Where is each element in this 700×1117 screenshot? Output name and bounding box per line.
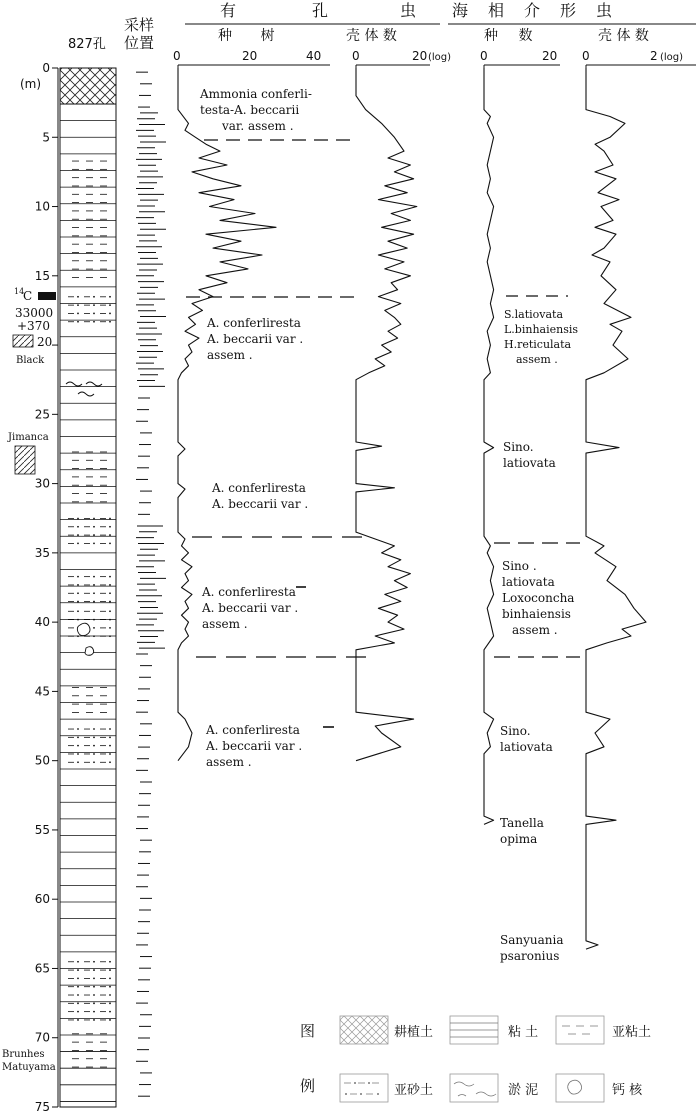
lithology-sandy-loam-dot [109,619,111,621]
sampling-column [124,16,166,1096]
legend-label-clay: 粘 土 [508,1025,539,1040]
lithology-sandy-loam-dot [93,986,95,988]
lithology-sandy-loam-dot [109,610,111,612]
lithology-sandy-loam-dot [93,584,95,586]
legend [300,1016,651,1102]
lithology-sandy-loam-dot [93,576,95,578]
lithology-sandy-loam-dot [77,761,79,763]
lithology-sandy-loam-dot [93,518,95,520]
lithology-sandy-loam-dot [77,518,79,520]
lithology-sandy-loam-dot [93,745,95,747]
lithology-sandy-loam-dot [77,304,79,306]
ostracod-zone-3-line-4: binhaiensis [502,607,571,621]
ostracod-zone-3-line-3: Loxoconcha [502,591,575,605]
lithology-sandy-loam-dot [93,619,95,621]
lithology-sandy-loam-dot [93,736,95,738]
foram-shells-tick-0: 0 [352,49,360,63]
borehole-column [2,36,116,1114]
lithology-calcareous-nodule [77,623,90,635]
foram-zone-2-line-2: A. beccarii var . [207,332,304,346]
ostracod-species-tick-20: 20 [542,49,558,63]
lithology-sandy-loam-dot [77,619,79,621]
lithology-sandy-loam-dot [109,534,111,536]
depth-20-label: 20 [37,335,53,349]
lithology-sandy-loam-dot [109,1019,111,1021]
legend-label-sandy-loam: 亚砂土 [394,1083,434,1098]
lithology-sandy-loam-dot [109,542,111,544]
foram-zone-3-label [211,481,310,511]
depth-tick-label: 35 [34,545,50,560]
foram-zone-2-line-3: assem . [207,348,253,362]
ostracod-shells-log: (log) [660,52,684,63]
ostracod-zone-1-line-3: H.reticulata [504,338,572,351]
foram-zone-5-line-3: assem . [206,755,252,769]
foram-species-label: 种 树 [218,28,287,44]
lithology-sandy-loam-dot [109,977,111,979]
borehole-name: 827孔 [68,37,106,52]
foram-species-tick-0: 0 [173,49,181,63]
lithology-column [60,68,116,1107]
matuyama-label: Matuyama [2,1062,56,1073]
lithology-sandy-loam-dot [93,592,95,594]
foram-zone-5-line-1: A. conferliresta [206,723,300,737]
legend-title-2: 例 [300,1077,316,1095]
ostracod-zone-3-line-2: latiovata [502,575,555,589]
lithology-sandy-loam-dot [77,736,79,738]
jimanca-event-label: Jimanca [8,432,49,443]
foram-zone-3-line-1: A. conferliresta [212,481,306,495]
ostracod-header-char-1: 海 [452,1,469,20]
lithology-sandy-loam-dot [77,728,79,730]
ostracod-zone-4-line-2: latiovata [500,740,553,754]
ostracod-zone-4-line-1: Sino. [500,724,531,738]
ostracod-zone-1-label [504,308,582,366]
lithology-sandy-loam-dot [77,977,79,979]
lithology-sandy-loam-dot [109,728,111,730]
lithology-sandy-loam-dot [77,534,79,536]
lithology-sandy-loam-dot [93,753,95,755]
depth-tick-label: 45 [34,684,50,699]
foram-zone-2-line-1: A. conferliresta [207,316,301,330]
legend-label-cultivated-soil: 耕植土 [394,1025,434,1040]
depth-tick-label: 60 [34,892,50,907]
lithology-sandy-loam-dot [109,1011,111,1013]
lithology-sandy-loam-dot [93,969,95,971]
foram-header-char-3: 虫 [400,1,417,20]
ostracod-header-char-2: 相 [488,1,505,20]
c14-error: +370 [17,319,50,333]
ostracod-zone-labels [500,308,582,963]
lithology-sandy-loam-dot [93,977,95,979]
lithology-sandy-loam-dot [93,601,95,603]
legend-label-calcareous-nodule: 钙 核 [612,1083,643,1098]
foram-zone-1-label [199,87,316,133]
depth-tick-label: 5 [42,130,50,145]
legend-swatch-silt [450,1074,498,1102]
lithology-sandy-loam-dot [93,635,95,637]
foram-zone-4-line-3: assem . [202,617,248,631]
ostracod-zone-2-label [503,440,556,470]
lithology-sandy-loam-dot [77,296,79,298]
lithology-frame [60,68,116,1107]
ostracod-shells-curve [586,68,646,949]
depth-tick-label: 50 [34,753,50,768]
lithology-sandy-loam-dot [77,969,79,971]
depth-tick-label: 40 [34,615,50,630]
lithology-sandy-loam-dot [77,1002,79,1004]
ostracod-header-char-3: 介 [524,1,541,20]
ostracod-zone-2-line-2: latiovata [503,456,556,470]
lithology-sandy-loam-dot [109,321,111,323]
lithology-sandy-loam-dot [109,736,111,738]
depth-tick-label: 10 [34,199,50,214]
ostracod-header [448,1,696,65]
lithology-sandy-loam-dot [77,321,79,323]
depth-unit: (m) [20,77,42,91]
depth-tick-label: 30 [34,476,50,491]
lithology-sandy-loam-dot [109,1002,111,1004]
sampling-title-2: 位置 [124,34,155,52]
ostracod-zone-4-label [500,724,553,754]
c14-superscript: 14 [14,287,25,296]
depth-tick-label: 0 [42,61,50,75]
lithology-sandy-loam-dot [77,592,79,594]
lithology-sandy-loam-dot [109,745,111,747]
foram-shells-label: 壳 体 数 [346,28,397,44]
lithology-sandy-loam-dot [109,592,111,594]
black-event-box [13,335,33,347]
foram-header-char-2: 孔 [312,1,329,20]
ostracod-species-curve [484,68,494,824]
legend-swatch-silty-clay [556,1016,604,1044]
ostracod-header-char-4: 形 [560,1,577,20]
lithology-sandy-loam-dot [77,576,79,578]
lithology-sandy-loam-dot [77,753,79,755]
lithology-sandy-loam-dot [109,296,111,298]
foram-species-tick-20: 20 [242,49,258,63]
lithology-sandy-loam-dot [109,635,111,637]
lithology-sandy-loam-dot [93,526,95,528]
lithology-sandy-loam-dot [109,994,111,996]
lithology-sandy-loam-dot [109,969,111,971]
lithology-sandy-loam-dot [77,584,79,586]
lithology-sandy-loam-dot [109,761,111,763]
lithology-sandy-loam-dot [109,584,111,586]
lithology-cultivated-soil [60,68,116,104]
foram-zone-1-line-1: Ammonia conferli- [200,87,312,101]
depth-tick-label: 75 [34,1100,50,1114]
lithology-sandy-loam-dot [93,728,95,730]
lithology-sandy-loam-dot [109,576,111,578]
lithology-sandy-loam-dot [109,986,111,988]
lithology-sandy-loam-dot [77,542,79,544]
black-event-label: Black [16,355,45,366]
depth-tick-label: 15 [34,268,50,283]
legend-swatch-clay [450,1016,498,1044]
depth-axis [35,61,58,1114]
foram-zone-4-line-2: A. beccarii var . [202,601,299,615]
lithology-sandy-loam-dot [93,761,95,763]
depth-tick-label: 25 [34,407,50,422]
ostracod-shells-label: 壳 体 数 [598,28,649,44]
foram-species-tick-40: 40 [306,49,322,63]
ostracod-zone-3-line-5: assem . [512,623,558,637]
ostracod-zone-5-line-1: Tanella [500,816,544,830]
ostracod-species-tick-0: 0 [480,49,488,63]
foram-zone-2-label [206,316,307,362]
lithology-sandy-loam-dot [77,986,79,988]
lithology-sandy-loam-dot [93,1002,95,1004]
legend-title-1: 图 [300,1022,316,1040]
lithology-sandy-loam-dot [77,601,79,603]
lithology-sandy-loam-dot [109,313,111,315]
lithology-sandy-loam-dot [109,601,111,603]
ostracod-zone-5-label [500,816,548,846]
foram-zone-5-label [205,723,306,769]
lithology-sandy-loam-dot [93,627,95,629]
ostracod-zone-6-line-2: psaronius [500,949,560,963]
lithology-sandy-loam-dot [93,296,95,298]
ostracod-zone-6-line-1: Sanyuania [500,933,564,947]
lithology-sandy-loam-dot [77,610,79,612]
lithology-sandy-loam-dot [109,753,111,755]
ostracod-zone-1-line-4: assem . [516,353,558,366]
foram-header [173,1,451,65]
lithology-sandy-loam-dot [93,961,95,963]
lithology-sandy-loam-dot [77,1011,79,1013]
c14-sample-marker [38,292,56,300]
ostracod-zone-1-line-2: L.binhaiensis [504,323,579,336]
lithology-calcareous-nodule [85,647,94,656]
legend-swatch-cultivated-soil [340,1016,388,1044]
jimanca-event-box [15,446,35,474]
lithology-sandy-loam-dot [109,518,111,520]
ostracod-zone-6-label [500,933,567,963]
ostracod-zone-5-line-2: opima [500,832,538,846]
ostracod-species-label: 种 数 [484,28,541,44]
ostracod-zone-3-line-1: Sino . [502,559,537,573]
foram-zone-1-line-2: testa-A. beccarii [200,103,300,117]
lithology-sandy-loam-dot [109,526,111,528]
lithology-sandy-loam-dot [93,1019,95,1021]
ostracod-shells-tick-0: 0 [582,49,590,63]
foram-zone-5-line-2: A. beccarii var . [206,739,303,753]
foram-zone-1-line-3: var. assem . [222,119,294,133]
ostracod-zone-3-label [502,559,578,637]
depth-tick-label: 55 [34,822,50,837]
foram-zone-4-label [201,585,302,631]
foram-shells-tick-20: 20 [412,49,428,63]
lithology-sandy-loam-dot [93,610,95,612]
ostracod-shells-tick-2: 2 [650,49,658,63]
legend-label-silt: 淤 泥 [508,1083,539,1098]
foram-header-char-1: 有 [220,1,237,20]
ostracod-zone-1-line-1: S.latiovata [504,308,564,321]
ostracod-header-char-5: 虫 [596,1,613,20]
lithology-sandy-loam-dot [93,534,95,536]
foram-shells-log: (log) [428,52,452,63]
lithology-sandy-loam-dot [93,321,95,323]
lithology-sandy-loam-dot [109,961,111,963]
lithology-sandy-loam-dot [77,526,79,528]
foram-zone-4-line-1: A. conferliresta [202,585,296,599]
sampling-title-1: 采样 [124,16,155,34]
lithology-sandy-loam-dot [93,542,95,544]
legend-swatch-sandy-loam [340,1074,388,1102]
legend-label-silty-clay: 亚粘土 [612,1025,652,1040]
c14-age: 33000 [15,306,54,320]
legend-swatch-calcareous-nodule [556,1074,604,1102]
lithology-sandy-loam-dot [109,627,111,629]
foram-zone-3-line-2: A. beccarii var . [212,497,309,511]
lithology-sandy-loam-dot [93,304,95,306]
depth-tick-label: 65 [34,961,50,976]
c14-letter: C [23,289,33,303]
depth-tick-label: 70 [34,1030,50,1045]
lithology-sandy-loam-dot [109,304,111,306]
lithology-sandy-loam-dot [77,994,79,996]
lithology-sandy-loam-dot [93,1011,95,1013]
lithology-sandy-loam-dot [77,745,79,747]
lithology-sandy-loam-dot [93,994,95,996]
lithology-sandy-loam-dot [77,961,79,963]
brunhes-label: Brunhes [2,1049,45,1060]
lithology-sandy-loam-dot [77,1019,79,1021]
lithology-sandy-loam-dot [77,313,79,315]
lithology-sandy-loam-dot [93,313,95,315]
ostracod-zone-2-line-1: Sino. [503,440,534,454]
lithology-sandy-loam-dot [77,635,79,637]
